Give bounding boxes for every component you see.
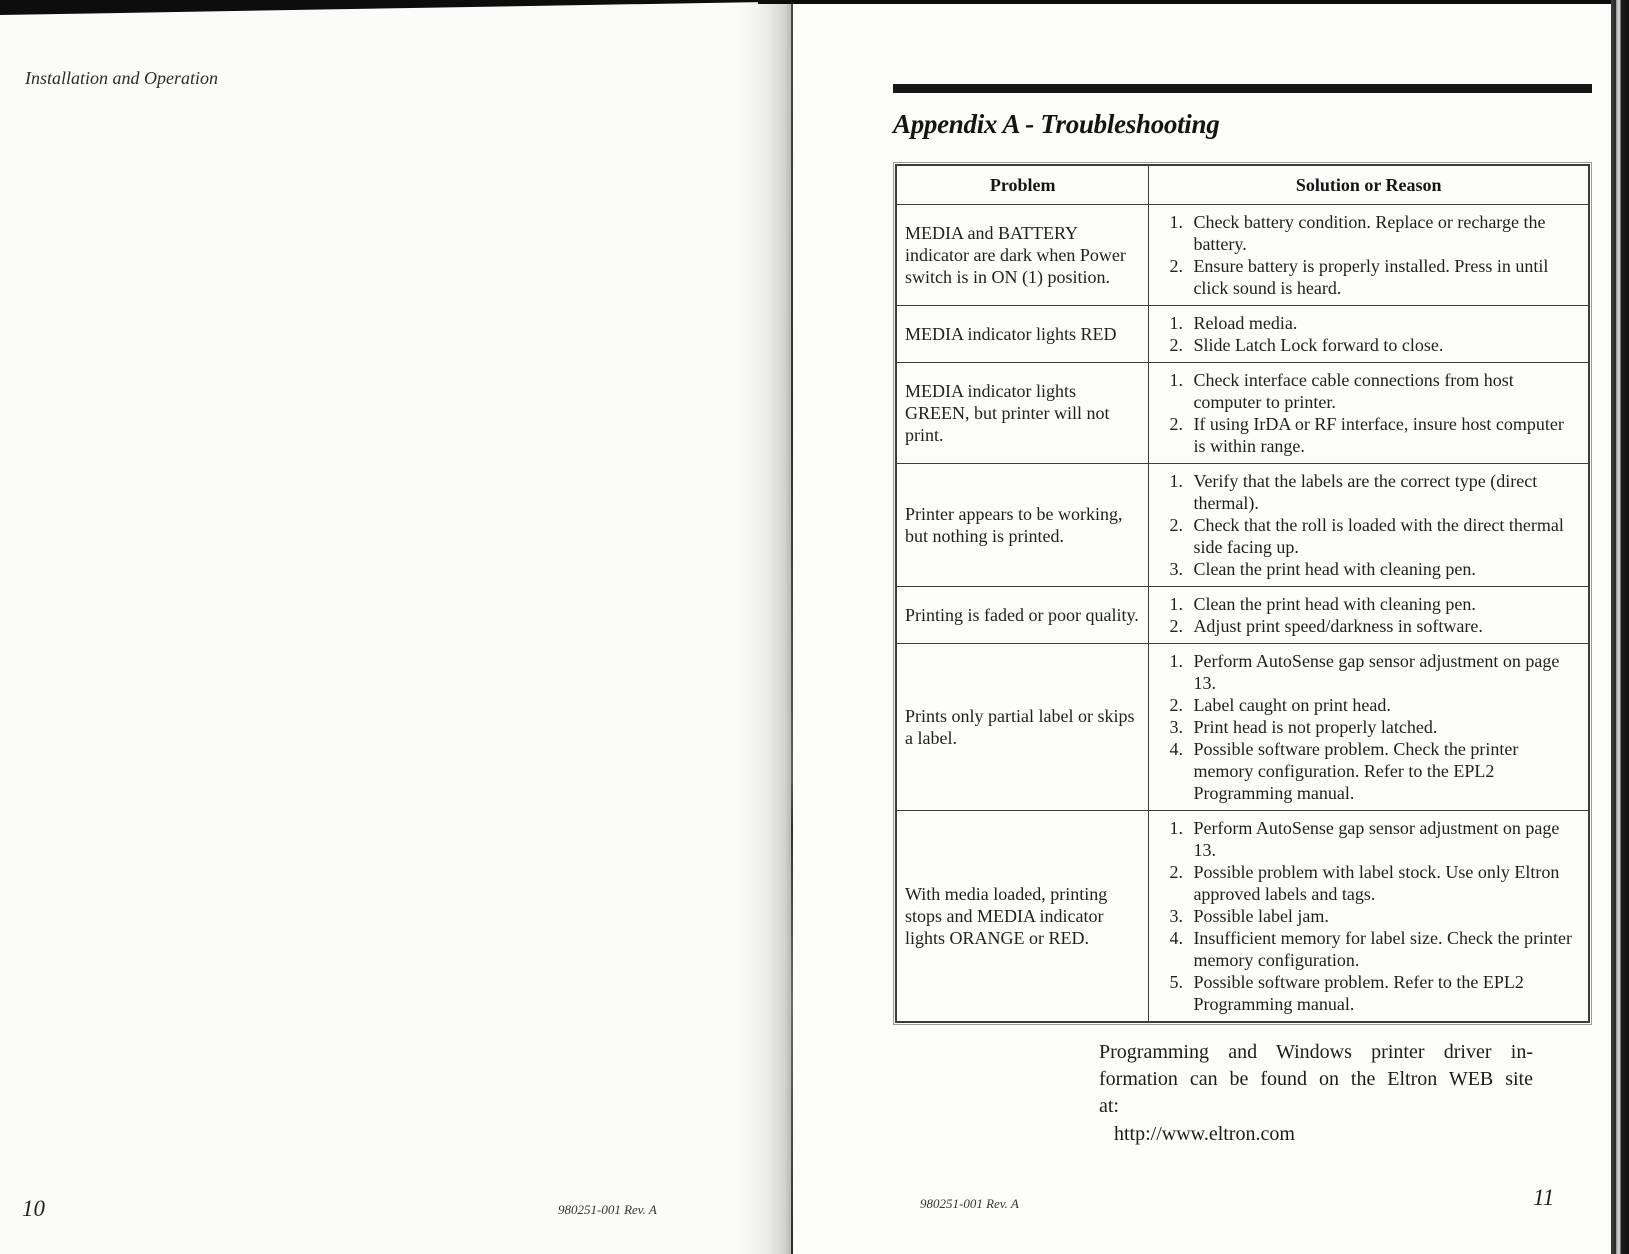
solution-item: 3. Clean the print head with cleaning pen.: [1187, 558, 1580, 580]
solution-item: 2. Ensure battery is properly installed. Press in until click sound is heard.: [1187, 255, 1580, 299]
table-row: [896, 306, 1589, 363]
running-header: Installation and Operation: [25, 68, 218, 88]
note-lines: [1099, 1039, 1533, 1120]
problem-cell: MEDIA and BATTERY indicator are dark when Power switch is in ON (1) position.: [896, 205, 1149, 306]
solution-cell: [1149, 205, 1589, 306]
solution-item: 4. Insufficient memory for label size. Check the printer memory configuration.: [1187, 927, 1580, 971]
solution-item: 1. Clean the print head with cleaning pen.: [1187, 593, 1580, 615]
solution-item: 1. Check battery condition. Replace or recharge the battery.: [1187, 211, 1580, 255]
solution-item: 2. Adjust print speed/darkness in software.: [1187, 615, 1580, 637]
table-row: [896, 587, 1589, 644]
section-rule: [893, 84, 1592, 93]
page-edge-top-right: [758, 0, 1629, 4]
table-header-row: [896, 165, 1589, 205]
solution-item: 2. Label caught on print head.: [1187, 694, 1580, 716]
table-row: [896, 811, 1589, 1023]
problem-cell: Printer appears to be working, but nothing is printed.: [896, 464, 1149, 587]
solution-item: 2. If using IrDA or RF interface, insure host computer is within range.: [1187, 413, 1580, 457]
troubleshooting-table-grid: [895, 164, 1590, 1023]
solution-list: [1157, 312, 1580, 356]
solution-item: 1. Perform AutoSense gap sensor adjustment on page 13.: [1187, 650, 1580, 694]
note-line: Programming and Windows printer driver in-: [1099, 1041, 1533, 1063]
solution-cell: [1149, 587, 1589, 644]
solution-item: 1. Verify that the labels are the correct type (direct thermal).: [1187, 470, 1580, 514]
solution-list: [1157, 211, 1580, 299]
solution-cell: [1149, 464, 1589, 587]
solution-item: 1. Check interface cable connections from host computer to printer.: [1187, 369, 1580, 413]
footer-doc-id-left: 980251-001 Rev. A: [558, 1202, 657, 1217]
problem-cell: MEDIA indicator lights GREEN, but printer will not print.: [896, 363, 1149, 464]
solution-item: 1. Perform AutoSense gap sensor adjustment on page 13.: [1187, 817, 1580, 861]
table-row: [896, 205, 1589, 306]
solution-cell: [1149, 363, 1589, 464]
table-row: [896, 644, 1589, 811]
problem-cell: Prints only partial label or skips a label.: [896, 644, 1149, 811]
page-number-left: 10: [22, 1196, 45, 1221]
solution-item: 2. Check that the roll is loaded with the direct thermal side facing up.: [1187, 514, 1580, 558]
solution-item: 3. Print head is not properly latched.: [1187, 716, 1580, 738]
solution-list: [1157, 817, 1580, 1015]
solution-item: 5. Possible software problem. Refer to the EPL2 Programming manual.: [1187, 971, 1580, 1015]
col-header-problem: Problem: [896, 165, 1149, 205]
solution-item: 3. Possible label jam.: [1187, 905, 1580, 927]
book-edge-right: [1611, 0, 1629, 1254]
table-row: [896, 363, 1589, 464]
problem-cell: Printing is faded or poor quality.: [896, 587, 1149, 644]
problem-cell: MEDIA indicator lights RED: [896, 306, 1149, 363]
table-row: [896, 464, 1589, 587]
solution-item: 2. Slide Latch Lock forward to close.: [1187, 334, 1580, 356]
footer-doc-id-right: 980251-001 Rev. A: [920, 1196, 1019, 1211]
note-line: formation can be found on the Eltron WEB site: [1099, 1068, 1533, 1090]
solution-cell: [1149, 811, 1589, 1023]
page-number-right: 11: [1533, 1185, 1555, 1210]
solution-list: [1157, 650, 1580, 804]
table-body: [896, 205, 1589, 1023]
left-page: [0, 0, 745, 1254]
page-title: Appendix A - Troubleshooting: [893, 109, 1220, 139]
note-url: http://www.eltron.com: [1114, 1123, 1295, 1145]
problem-cell: With media loaded, printing stops and MEDIA indicator lights ORANGE or RED.: [896, 811, 1149, 1023]
solution-list: [1157, 470, 1580, 580]
solution-item: 1. Reload media.: [1187, 312, 1580, 334]
solution-item: 4. Possible software problem. Check the printer memory configuration. Refer to the EPL2 Programming manual.: [1187, 738, 1580, 804]
right-page: [793, 0, 1612, 1254]
solution-cell: [1149, 644, 1589, 811]
solution-list: [1157, 369, 1580, 457]
note-line: at:: [1099, 1095, 1119, 1117]
troubleshooting-table: [893, 162, 1592, 1025]
book-gutter-shadow: [738, 0, 792, 1254]
col-header-solution: Solution or Reason: [1149, 165, 1589, 205]
solution-item: 2. Possible problem with label stock. Use only Eltron approved labels and tags.: [1187, 861, 1580, 905]
solution-list: [1157, 593, 1580, 637]
note-paragraph: [1099, 1039, 1533, 1148]
solution-cell: [1149, 306, 1589, 363]
